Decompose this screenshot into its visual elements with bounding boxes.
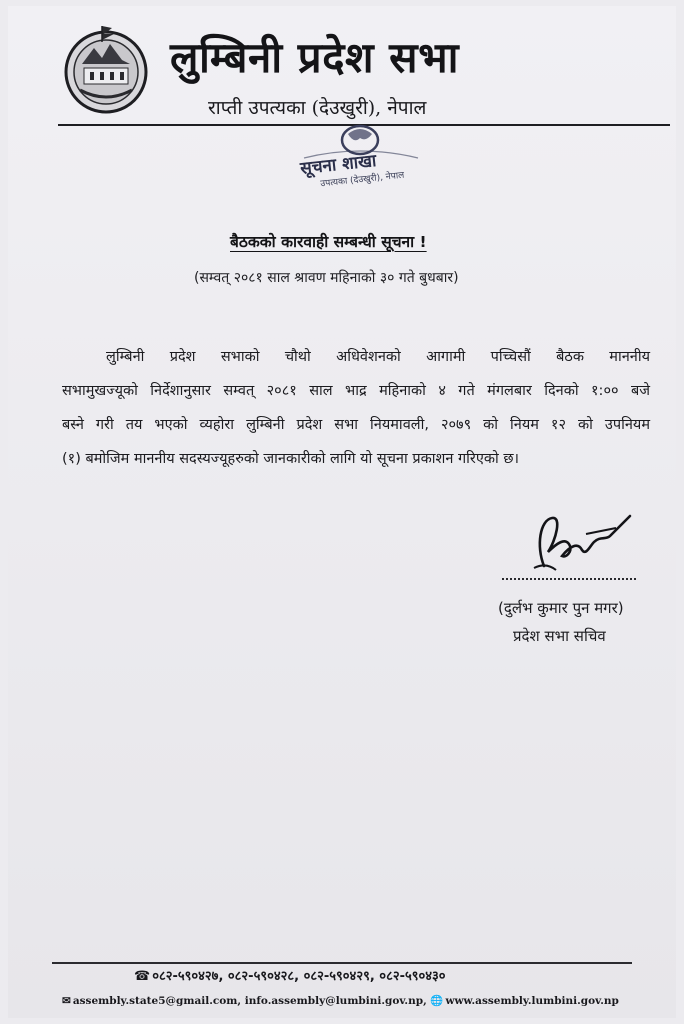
phone-icon: ☎: [134, 969, 151, 984]
signature-icon: [526, 506, 636, 586]
emblem-logo-icon: [60, 20, 152, 118]
website-link[interactable]: www.assembly.lumbini.gov.np: [445, 995, 619, 1007]
header-title: लुम्बिनी प्रदेश सभा: [170, 33, 459, 82]
email-secondary[interactable]: info.assembly@lumbini.gov.np: [244, 995, 424, 1007]
body-line: (१) बमोजिम माननीय सदस्यज्यूहरुको जानकारीको लागि यो सूचना प्रकाशन गरिएको छ।: [62, 451, 520, 467]
signatory-name: (दुर्लभ कुमार पुन मगर): [498, 599, 624, 617]
envelope-icon: ✉: [62, 995, 71, 1007]
stamp-text: सूचना शाखा: [299, 151, 378, 179]
notice-date: (सम्वत् २०८१ साल श्रावण महिनाको ३० गते बुधबार): [194, 270, 459, 286]
footer-contacts: ✉ assembly.state5@gmail.com, info.assembly@lumbini.gov.np, 🌐 www.assembly.lumbini.gov.np: [62, 995, 619, 1007]
notice-title: बैठकको कारवाही सम्बन्धी सूचना !: [230, 233, 427, 251]
footer-divider: [52, 962, 632, 964]
globe-icon: 🌐: [430, 995, 444, 1007]
footer-phones: [134, 966, 446, 984]
body-line: लुम्बिनी प्रदेश सभाको चौथो अधिवेशनको आगामी पच्चिसौं बैठक माननीय: [106, 349, 650, 365]
body-line: बस्ने गरी तय भएको व्यहोरा लुम्बिनी प्रदेश सभा नियमावली, २०७९ को नियम १२ को उपनियम: [62, 417, 650, 433]
signature-line: [502, 578, 636, 580]
signatory-post: प्रदेश सभा सचिव: [513, 627, 606, 645]
stamp-subtext: उपत्यका (देउखुरी), नेपाल: [319, 170, 405, 190]
notice-body: [62, 340, 650, 476]
email-primary[interactable]: assembly.state5@gmail.com: [72, 995, 238, 1007]
notice-page: [8, 6, 676, 1018]
header-subtitle: राप्ती उपत्यका (देउखुरी), नेपाल: [208, 97, 427, 119]
body-line: सभामुखज्यूको निर्देशानुसार सम्वत् २०८१ साल भाद्र महिनाको ४ गते मंगलबार दिनको १:०० बजे: [62, 383, 650, 399]
phone-numbers: ०८२-५९०४२७, ०८२-५९०४२८, ०८२-५९०४२९, ०८२-५९०४३०: [152, 969, 446, 984]
